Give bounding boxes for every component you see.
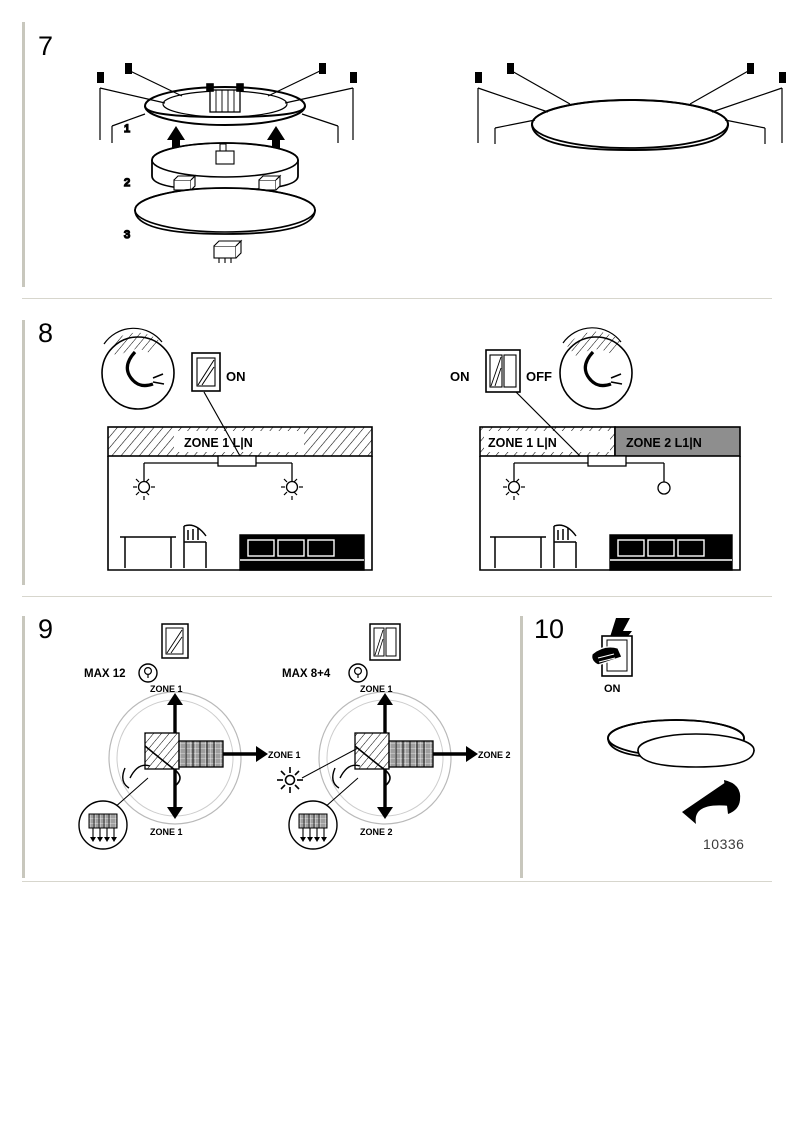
step-8-left-on-label: ON (226, 369, 246, 384)
step-10-rule (520, 616, 523, 878)
step-7-label-1: 1 (124, 123, 131, 135)
step-9 (0, 598, 520, 883)
step-9-right-zone1-top: ZONE 1 (360, 684, 393, 694)
step-9-right-max-label: MAX 8+4 (282, 668, 331, 680)
step-8-right-zone1-label: ZONE 1 L|N (488, 436, 557, 450)
step-7-label-2: 2 (124, 177, 131, 189)
step-10 (520, 598, 793, 883)
step-8-figure (80, 330, 770, 580)
divider-after-step-7 (22, 298, 772, 299)
step-8-rule (22, 320, 25, 585)
step-9-number: 9 (38, 614, 54, 644)
step-8-number: 8 (38, 318, 54, 348)
step-9-left-max-label: MAX 12 (84, 668, 126, 680)
step-7-rule (22, 22, 25, 287)
step-7 (0, 0, 793, 300)
step-10-number: 10 (534, 614, 565, 644)
step-7-label-3: 3 (124, 229, 131, 241)
step-9-figure (70, 618, 520, 873)
step-8-right-on-label: ON (450, 369, 470, 384)
step-8-left-zone-label: ZONE 1 L|N (184, 436, 253, 450)
step-8-right-zone2-label: ZONE 2 L1|N (626, 436, 702, 450)
document-code: 10336 (703, 836, 745, 852)
step-9-right-zone2-right: ZONE 2 (478, 750, 511, 760)
step-10-figure (568, 614, 793, 844)
step-9-left-zone1-bottom: ZONE 1 (150, 827, 183, 837)
divider-after-step-8 (22, 596, 772, 597)
step-8 (0, 300, 793, 598)
step-7-figure (70, 48, 790, 278)
step-9-right-zone2-bottom: ZONE 2 (360, 827, 393, 837)
step-9-left-zone1-right: ZONE 1 (268, 750, 301, 760)
step-9-left-zone1-top: ZONE 1 (150, 684, 183, 694)
step-10-on-label: ON (604, 683, 621, 695)
step-9-rule (22, 616, 25, 878)
step-7-number: 7 (38, 31, 54, 61)
step-8-right-off-label: OFF (526, 369, 552, 384)
